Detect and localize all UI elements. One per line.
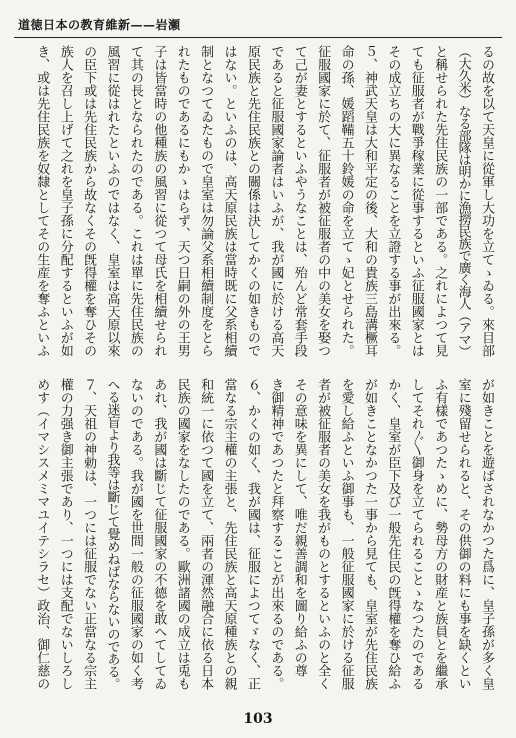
text-column: かく、皇室が臣下及び一般先住民の旣得權を奪ひ給ふ — [385, 378, 401, 690]
text-column: （大久米）なる部隊は明かに漁撈民族で廣く海人（アマ） — [455, 45, 471, 357]
text-column: 當なる宗主權の主張と、先住民族と高天原種族との親 — [221, 378, 237, 690]
text-column: 和統一に依つて國を立て、兩者の渾然融合に依る日本 — [198, 378, 214, 690]
text-column: の臣下或は先住民族から故なくその旣得權を奪ひその — [81, 45, 97, 357]
text-column: 命の孫、媛蹈鞴五十鈴媛の命を立てゝ妃とせられた。 — [338, 45, 354, 357]
text-column: ないのである。我が國を世間一般の征服國家の如く考 — [127, 378, 143, 690]
text-column: へる迷盲より我等は斷じて覺めねばならないのである。 — [104, 378, 120, 690]
text-column: ７、天祖の神勅は、一つには征服でない正當なる宗主 — [81, 378, 97, 690]
text-column: ６、かくの如く、我が國は、征服によつてゞなく、正 — [244, 378, 260, 690]
text-column: ても征服者が戰爭稼業に從事するといふ征服國家とは — [408, 45, 424, 357]
text-column: その成立ちの大に異なることを立證する事が出來る。 — [385, 45, 401, 357]
text-column: れたものであるにもかゝはらず、天つ日嗣の外の王男 — [174, 45, 190, 357]
text-column: であると征服國家論者はいふが、我が國に於ける高天 — [268, 45, 284, 357]
text-column: してそれ〴〵御身を立てられることゝなつたのである — [408, 378, 424, 690]
text-column: その意味を異にして、唯だ親善調和を圖り給ふの尊 — [291, 378, 307, 677]
text-column: めす（イマシスメミマユイテシラセ）政治、御仁慈の — [34, 378, 50, 690]
text-column: 室に殘留せられると、その供御の料にも事を缺くとい — [455, 378, 471, 690]
text-column: て己が妻とするといふやうなことは、殆んど常套手段 — [291, 45, 307, 357]
page-number: 103 — [243, 711, 273, 727]
text-column: 族人を召し上げて之れを皇子孫に分配するといふが如 — [57, 45, 73, 357]
text-column: き御精神であつたと拜察することが出來るのである。 — [268, 378, 284, 690]
text-column: ふ有樣であつたゝめに、勢母方の財産と族員とを繼承 — [432, 378, 448, 690]
text-column: を愛し給ふといふ御事も、一般征服國家に於ける征服 — [338, 378, 354, 690]
text-column: 者が被征服者の美女を我がものとするといふのと全く — [315, 378, 331, 690]
text-column: き、或は先住民族を奴隸としてその生産を奪ふといふ — [34, 45, 50, 357]
text-column: 民族の國家をなしたのである。歐洲諸國の成立は兎も — [174, 378, 190, 690]
upper-text-block — [30, 45, 498, 357]
text-column: て其の長となられたのである。これは單に先住民族の — [127, 45, 143, 357]
text-column: 風習に從はれたといふのではなく、皇室は高天原以來 — [104, 45, 120, 357]
text-column: あれ、我が國は斷じて征服國家の不德を敢へてしてゐ — [151, 378, 167, 690]
running-title: 道徳日本の教育維新——岩瀬 — [18, 18, 181, 32]
text-column: 征服國家に於て、征服者が被征服者の中の美女を娶つ — [315, 45, 331, 357]
text-column: が如きことを遊ばされなかつた爲に、皇子孫が多く皇 — [479, 378, 494, 690]
text-column: 子は皆當時の他種族の風習に從つて母氏を相續せられ — [151, 45, 167, 357]
text-column: 權の力强き御主張であり、一つには支配でないしろし — [57, 378, 73, 690]
text-column: はない。といふのは、高天原民族は當時既に父系相續 — [221, 45, 237, 357]
text-column: ５、神武天皇は大和平定の後、大和の貴族三島溝橛耳 — [361, 45, 377, 357]
text-column: 原民族と先住民族との關係は決してかくの如きもので — [244, 45, 260, 357]
text-column: 制となつてゐたもので皇室は勿論父系相續制度をとら — [198, 45, 214, 357]
text-column: るの故を以て天皇に從軍し大功を立てゝゐる。來目部 — [479, 45, 494, 357]
text-column: が如きことなかつた一事から見ても、皇室が先住民族 — [361, 378, 377, 690]
header-rule — [14, 37, 502, 38]
text-column: と稱せられた先住民族の一部である。之れによつて見 — [432, 45, 448, 357]
lower-text-block — [30, 378, 498, 690]
